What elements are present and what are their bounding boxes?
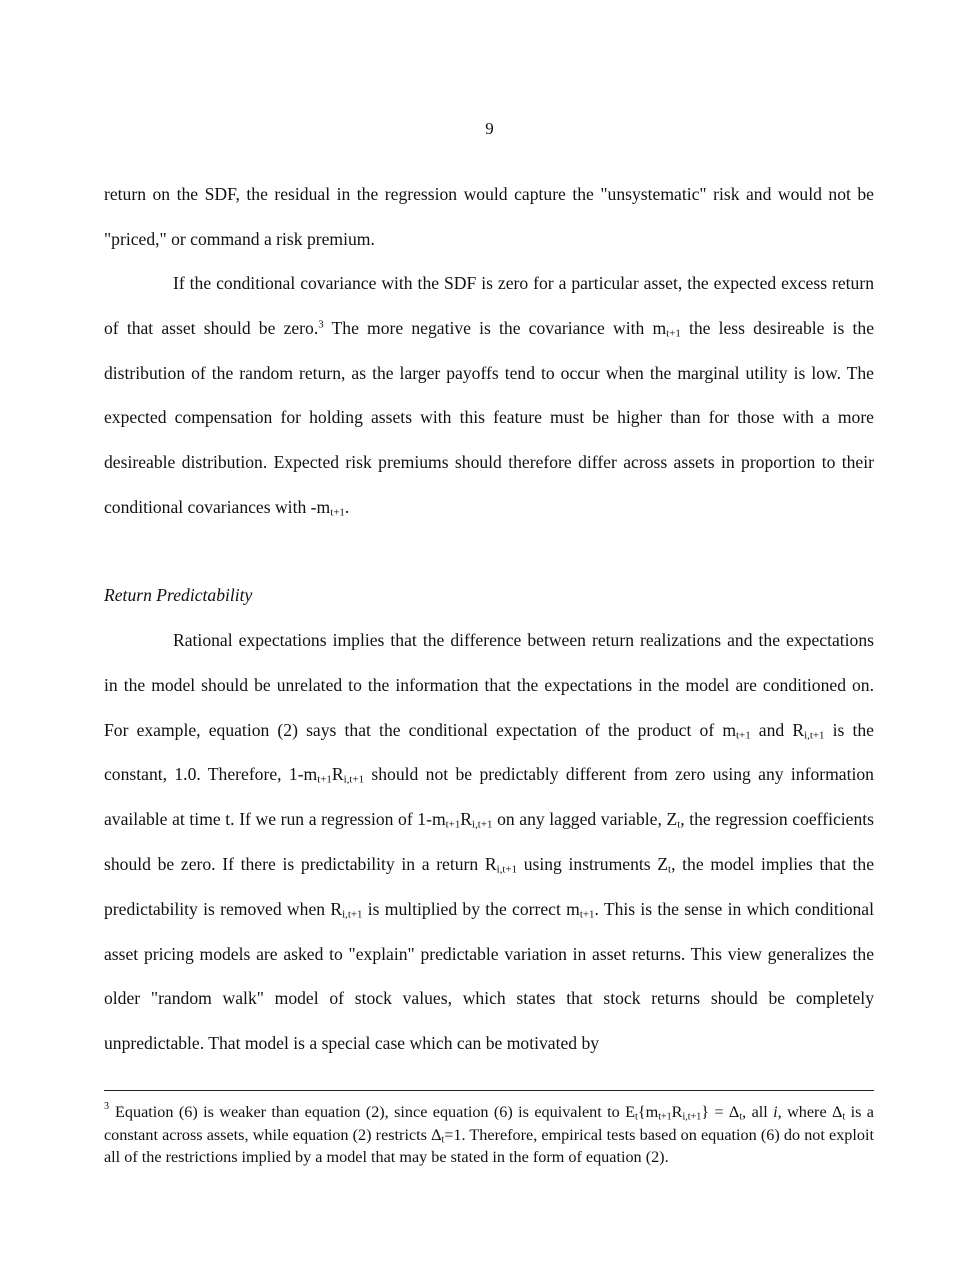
paragraph-3-text: Rational expectations implies that the difference between return realizations and the expectations in the model should be unrelated to the information that the expectations in the model are conditioned on. For example, equation (2) says that the conditional expectation of the product of $m_{t+1}$ and $R_{i,t+1}$ is the constant, 1.0. Therefore, $1-m_{t+1}R_{i,t+1}$ should not be predictably different from zero using any information available at time t. If we run a regression of $1-m_{t+1}R_{i,t+1}$ on any lagged variable, $Z_t$, the regression coefficients should be zero. If there is predictability in a return $R_{i,t+1}$ using instruments $Z_t$, the model implies that the predictability is removed when $R_{i,t+1}$ is multiplied by the correct $m_{t+1}$. This is the sense in which conditional asset pricing models are asked to "explain" predictable variation in asset returns. This view generalizes the older "random walk" model of stock values, which states that stock returns should be completely unpredictable. That model is a special case which can be motivated by — [104, 630, 875, 1054]
paragraph-2 — [104, 261, 874, 530]
page-number: 9 — [485, 119, 494, 138]
footnote-separator — [104, 1090, 874, 1091]
footnote-mark: 3 — [104, 1101, 110, 1113]
paragraph-1 — [104, 172, 874, 262]
paragraph-3 — [104, 618, 874, 1066]
footnote-reference-3[interactable]: 3 — [318, 318, 324, 331]
section-heading: Return Predictability — [104, 585, 253, 605]
paragraph-1-text: return on the SDF, the residual in the regression would capture the "unsystematic" risk and would not be "priced," or command a risk premium. — [104, 184, 874, 249]
footnote-3: $^3$ Equation (6) is weaker than equation (2), since equation (6) is equivalent to $E_t\{m_{t+1}R_{i,t+1}\} = \Delta_t$, all i, where $\Delta_t$ is a constant across assets, while equation (2) restricts $\Delta_t=1$. Therefore, empirical tests based on equation (6) do not exploit all of the restrictions implied by a model that may be stated in the form of equation (2). — [104, 1101, 874, 1167]
paragraph-2-text: If the conditional covariance with the SDF is zero for a particular asset, the expected excess return of that asset should be zero.$^3$ The more negative is the covariance with $m_{t+1}$ the less desireable is the distribution of the random return, as the larger payoffs tend to occur when the marginal utility is low. The expected compensation for holding assets with this feature must be higher than for those with a more desireable distribution. Expected risk premiums should therefore differ across assets in proportion to their conditional covariances with $-m_{t+1}$. — [104, 273, 875, 519]
